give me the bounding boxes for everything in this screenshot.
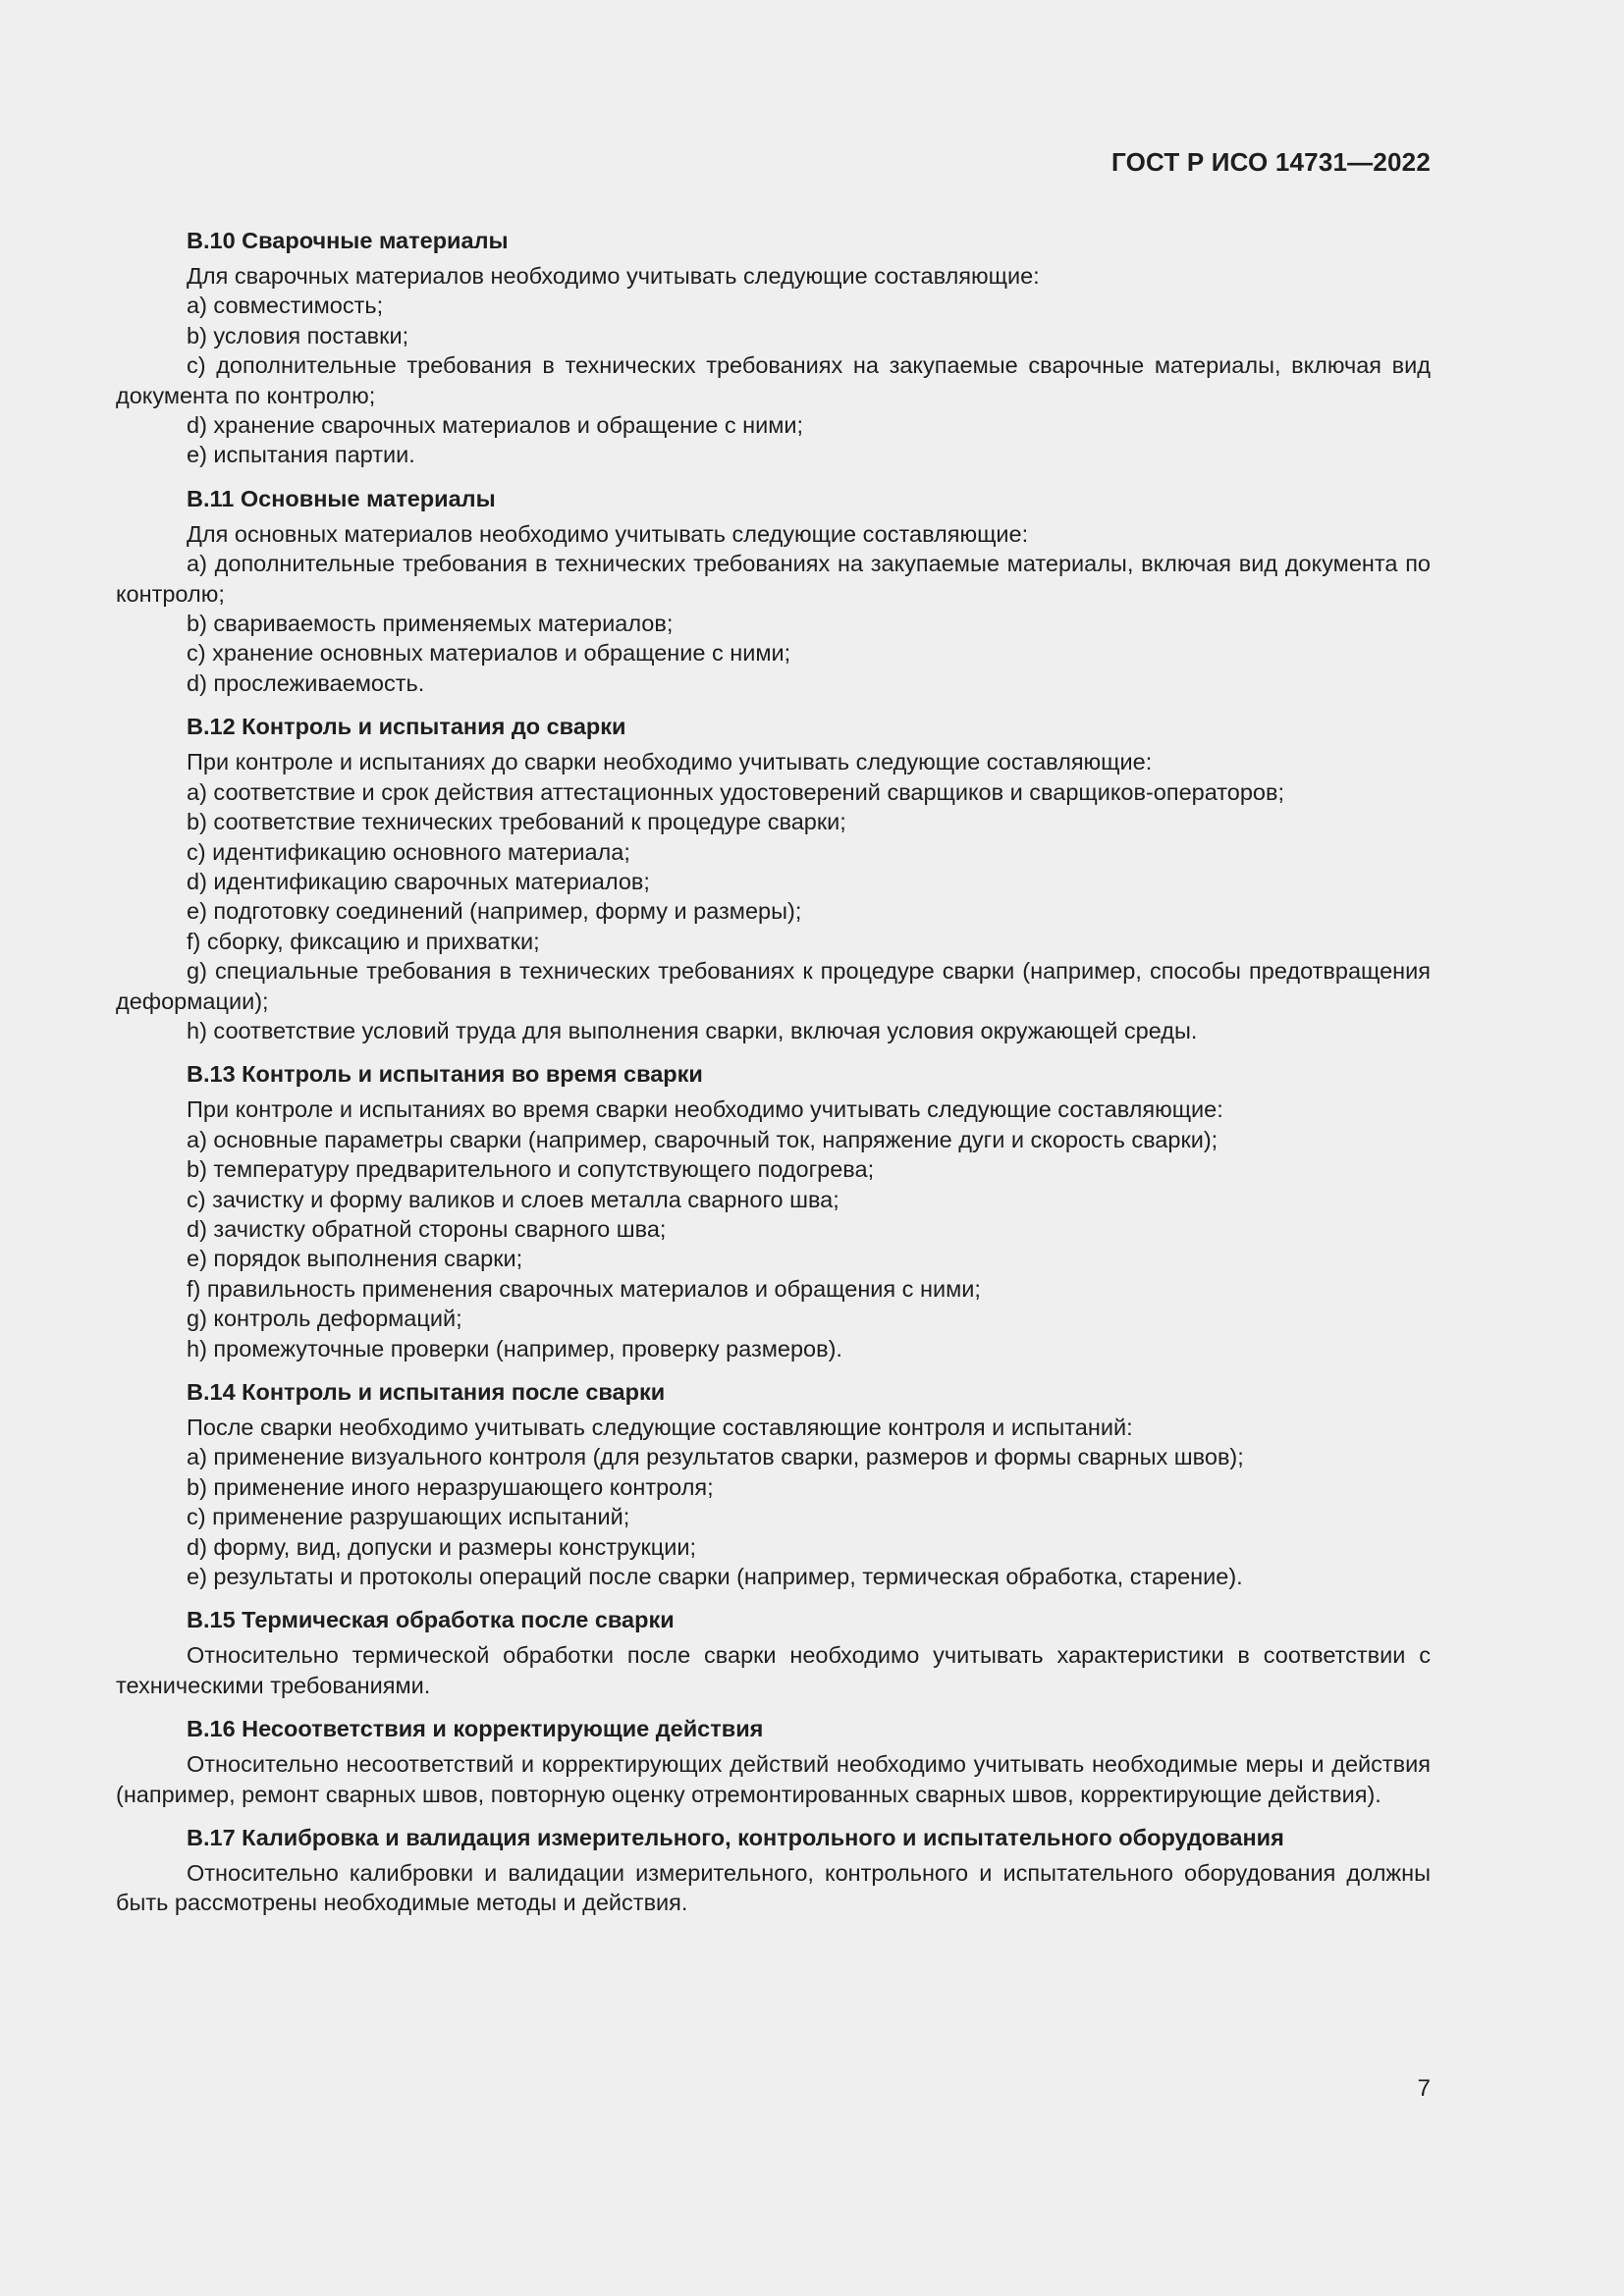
list-item: d) зачистку обратной стороны сварного шва;: [187, 1215, 667, 1242]
list-item: a) основные параметры сварки (например, сварочный ток, напряжение дуги и скорость сварки);: [187, 1126, 1218, 1152]
section-intro: Относительно термической обработки после сварки необходимо учитывать характеристики в соответствии с техническими требованиями.: [116, 1642, 1431, 1698]
section-title: В.12 Контроль и испытания до сварки: [187, 714, 626, 740]
list-item: f) правильность применения сварочных материалов и обращения с ними;: [187, 1275, 981, 1302]
list-item: a) дополнительные требования в технических требованиях на закупаемые материалы, включая вид документа по контролю;: [116, 551, 1431, 607]
section: [116, 1059, 1431, 1363]
section-intro: После сварки необходимо учитывать следующие составляющие контроля и испытаний:: [187, 1415, 1133, 1440]
list-item: h) соответствие условий труда для выполнения сварки, включая условия окружающей среды.: [187, 1017, 1198, 1043]
section-title: В.13 Контроль и испытания во время сварки: [187, 1061, 703, 1088]
list-item: a) совместимость;: [187, 293, 384, 319]
section: [116, 484, 1431, 698]
document-content: [116, 226, 1431, 1918]
list-item: b) условия поставки;: [187, 322, 409, 348]
section: [116, 1605, 1431, 1700]
section-intro: Для сварочных материалов необходимо учитывать следующие составляющие:: [187, 263, 1040, 289]
list-item: c) применение разрушающих испытаний;: [187, 1504, 630, 1530]
list-item: b) применение иного неразрушающего контроля;: [187, 1473, 714, 1500]
list-item: d) идентификацию сварочных материалов;: [187, 868, 650, 894]
list-item: e) испытания партии.: [187, 442, 415, 468]
list-item: g) специальные требования в технических требованиях к процедуре сварки (например, способы предотвращения деформации);: [116, 958, 1431, 1014]
section-intro: При контроле и испытаниях во время сварки необходимо учитывать следующие составляющие:: [187, 1096, 1223, 1123]
list-item: d) прослеживаемость.: [187, 669, 425, 696]
section-title: В.10 Сварочные материалы: [187, 228, 509, 253]
section-title: В.14 Контроль и испытания после сварки: [187, 1379, 666, 1405]
section-title: В.11 Основные материалы: [187, 485, 496, 511]
list-item: d) хранение сварочных материалов и обращение с ними;: [187, 412, 804, 439]
list-item: c) хранение основных материалов и обращение с ними;: [187, 640, 791, 667]
list-item: c) дополнительные требования в технических требованиях на закупаемые сварочные материалы, включая вид документа по контролю;: [116, 352, 1431, 408]
list-item: f) сборку, фиксацию и прихватки;: [187, 928, 540, 954]
list-item: c) идентификацию основного материала;: [187, 838, 630, 865]
section: [116, 1714, 1431, 1809]
section-intro: Для основных материалов необходимо учитывать следующие составляющие:: [187, 520, 1029, 547]
list-item: h) промежуточные проверки (например, проверку размеров).: [187, 1335, 842, 1362]
section: [116, 1377, 1431, 1591]
section-intro: При контроле и испытаниях до сварки необходимо учитывать следующие составляющие:: [187, 749, 1153, 775]
section: [116, 712, 1431, 1045]
page-number: 7: [1417, 2075, 1431, 2102]
list-item: c) зачистку и форму валиков и слоев металла сварного шва;: [187, 1186, 839, 1212]
list-item: a) применение визуального контроля (для результатов сварки, размеров и формы сварных швов);: [187, 1444, 1244, 1470]
list-item: e) подготовку соединений (например, форму и размеры);: [187, 898, 802, 925]
section-intro: Относительно несоответствий и корректирующих действий необходимо учитывать необходимые меры и действия (например, ремонт сварных швов, повторную оценку отремонтированных сварных швов, корректирующие действия).: [116, 1751, 1431, 1807]
section: [116, 226, 1431, 470]
section-title: В.15 Термическая обработка после сварки: [187, 1607, 675, 1633]
list-item: d) форму, вид, допуски и размеры конструкции;: [187, 1533, 697, 1560]
document-id-header: ГОСТ Р ИСО 14731—2022: [1110, 147, 1431, 177]
list-item: b) температуру предварительного и сопутствующего подогрева;: [187, 1156, 875, 1183]
list-item: g) контроль деформаций;: [187, 1306, 462, 1332]
list-item: b) соответствие технических требований к процедуре сварки;: [187, 809, 846, 835]
list-item: e) порядок выполнения сварки;: [187, 1246, 523, 1272]
section-title: В.16 Несоответствия и корректирующие действия: [187, 1716, 764, 1742]
list-item: e) результаты и протоколы операций после сварки (например, термическая обработка, старение).: [187, 1564, 1243, 1590]
list-item: b) свариваемость применяемых материалов;: [187, 611, 674, 637]
list-item: a) соответствие и срок действия аттестационных удостоверений сварщиков и сварщиков-операторов;: [187, 778, 1285, 805]
section-title: В.17 Калибровка и валидация измерительного, контрольного и испытательного оборудования: [187, 1825, 1284, 1851]
document-page: [116, 0, 1431, 2296]
section: [116, 1823, 1431, 1918]
section-intro: Относительно калибровки и валидации измерительного, контрольного и испытательного оборудования должны быть рассмотрены необходимые методы и действия.: [116, 1860, 1431, 1916]
